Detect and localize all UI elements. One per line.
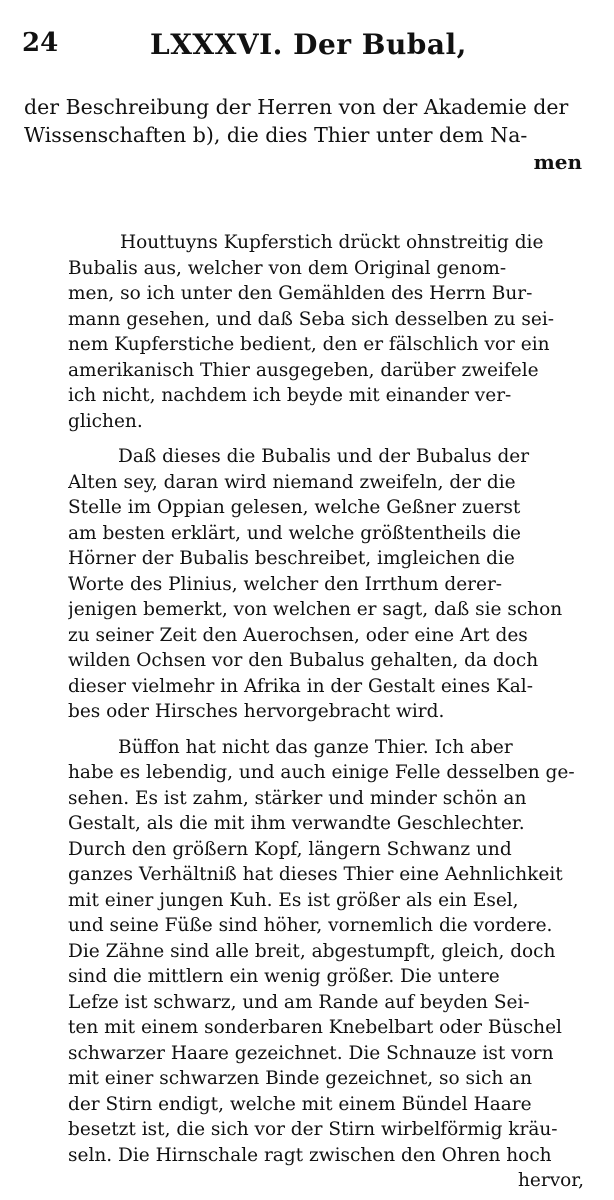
footnote-line: wilden Ochsen vor den Bubalus gehalten, da doch — [68, 650, 539, 671]
footnote-line: sind die mittlern ein wenig größer. Die untere — [68, 966, 500, 987]
footnote-line: dieser vielmehr in Afrika in der Gestalt eines Kal- — [68, 675, 533, 697]
footnote-line: habe es lebendig, und auch einige Felle desselben ge- — [68, 762, 575, 783]
footnote-line: Daß dieses die Bubalis und der Bubalus der — [118, 446, 530, 467]
footnote-line: Durch den größern Kopf, längern Schwanz und — [68, 838, 512, 860]
footnote-line: am besten erklärt, und welche größtentheils die — [68, 522, 521, 544]
footnote-line: Worte des Plinius, welcher den Irrthum derer- — [68, 573, 503, 595]
footnote-line: zu seiner Zeit den Auerochsen, oder eine Art des — [68, 624, 528, 646]
footnote-paragraph — [68, 444, 584, 725]
footnote-line: Hörner der Bubalis beschreibet, imgleichen die — [68, 548, 515, 569]
main-text-line: der Beschreibung der Herren von der Akademie der — [24, 95, 569, 119]
footnote-line: schwarzer Haare gezeichnet. Die Schnauze ist vorn — [68, 1042, 554, 1064]
footnote-paragraph — [68, 735, 584, 1169]
footnote-line: mann gesehen, und daß Seba sich desselben zu sei- — [68, 308, 555, 330]
footnote-line: Houttuyns Kupferstich drückt ohnstreitig die — [120, 232, 544, 253]
main-text-line: Wissenschaften b), die dies Thier unter dem Na- — [24, 123, 528, 147]
footnote-line: und seine Füße sind höher, vornemlich die vordere. — [68, 915, 553, 936]
footnote-line: Stelle im Oppian gelesen, welche Geßner zuerst — [68, 497, 521, 518]
footnote-line: Alten sey, daran wird niemand zweifeln, der die — [68, 471, 516, 493]
footnote-line: seln. Die Hirnschale ragt zwischen den Ohren hoch — [68, 1144, 552, 1166]
page-header — [22, 28, 594, 68]
footnote-line: men, so ich unter den Gemählden des Herrn Bur- — [68, 283, 533, 304]
footnote-line: Bubalis aus, welcher von dem Original genom- — [68, 257, 507, 279]
footnote-paragraph — [68, 230, 584, 434]
footnote — [68, 230, 584, 1194]
running-title: LXXXVI. Der Bubal, — [150, 28, 467, 61]
footnote-line: Die Zähne sind alle breit, abgestumpft, gleich, doch — [68, 940, 556, 962]
main-text — [24, 93, 584, 149]
footnote-line: jenigen bemerkt, von welchen er sagt, daß sie schon — [68, 599, 563, 620]
footnote-line: nem Kupferstiche bedient, den er fälschlich vor ein — [68, 334, 550, 355]
footnote-line: amerikanisch Thier ausgegeben, darüber zweifele — [68, 359, 539, 381]
footnote-line: ten mit einem sonderbaren Knebelbart oder Büschel — [68, 1017, 562, 1038]
footnote-line: Büffon hat nicht das ganze Thier. Ich aber — [118, 736, 513, 758]
footnote-line: glichen. — [68, 410, 143, 432]
footnote-catchword: hervor, — [518, 1170, 584, 1191]
footnote-line: sehen. Es ist zahm, stärker und minder schön an — [68, 787, 527, 809]
footnote-line: der Stirn endigt, welche mit einem Bündel Haare — [68, 1093, 532, 1115]
footnote-line: mit einer schwarzen Binde gezeichnet, so sich an — [68, 1068, 533, 1089]
footnote-line: ich nicht, nachdem ich beyde mit einander ver- — [68, 385, 512, 406]
page-number: 24 — [22, 28, 59, 58]
main-catchword: men — [533, 150, 582, 174]
footnote-line: bes oder Hirsches hervorgebracht wird. — [68, 701, 445, 722]
footnote-line: Lefze ist schwarz, und am Rande auf beyden Sei- — [68, 991, 530, 1013]
footnote-line: Gestalt, als die mit ihm verwandte Geschlechter. — [68, 813, 525, 834]
footnote-line: mit einer jungen Kuh. Es ist größer als ein Esel, — [68, 889, 519, 911]
footnote-line: besetzt ist, die sich vor der Stirn wirbelförmig kräu- — [68, 1119, 558, 1140]
footnote-line: ganzes Verhältniß hat dieses Thier eine Aehnlichkeit — [68, 864, 563, 885]
